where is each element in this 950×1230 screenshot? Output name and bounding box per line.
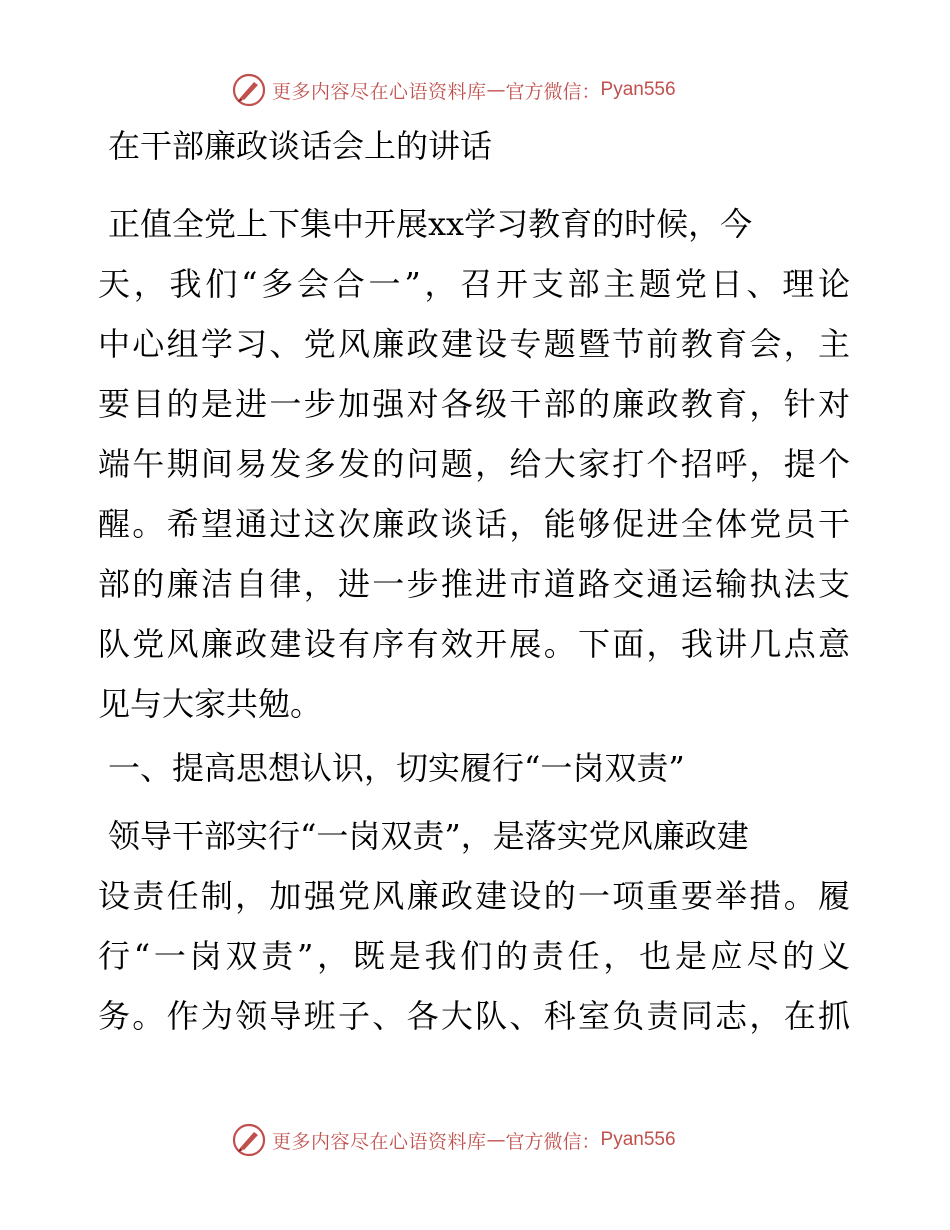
watermark-label: 官方微信： xyxy=(505,1130,601,1153)
quill-pen-logo-icon xyxy=(232,1123,266,1157)
footer-watermark xyxy=(232,1120,676,1160)
paragraph-line: 见与大家共勉。 xyxy=(98,685,323,723)
watermark-separator: — xyxy=(486,1129,506,1151)
section-heading: 一、提高思想认识，切实履行“一岗双责” xyxy=(108,749,685,787)
watermark-account: Pyan556 xyxy=(600,79,676,100)
watermark-separator: — xyxy=(486,79,506,101)
watermark-label: 官方微信： xyxy=(505,80,601,103)
paragraph-line: 要目的是进一步加强对各级干部的廉政教育，针对 xyxy=(98,385,850,423)
document-title: 在干部廉政谈话会上的讲话 xyxy=(108,127,493,165)
paragraph-line: 醒。希望通过这次廉政谈话，能够促进全体党员干 xyxy=(98,505,850,543)
paragraph-line: 天，我们“多会合一”，召开支部主题党日、理论 xyxy=(98,265,850,303)
paragraph-line: 队党风廉政建设有序有效开展。下面，我讲几点意 xyxy=(98,625,850,663)
watermark-site-text: 更多内容尽在心语资料库 xyxy=(272,80,487,103)
watermark-account: Pyan556 xyxy=(600,1129,676,1150)
paragraph-line: 务。作为领导班子、各大队、科室负责同志，在抓 xyxy=(98,997,850,1035)
paragraph-line: 设责任制，加强党风廉政建设的一项重要举措。履 xyxy=(98,877,850,915)
header-watermark xyxy=(232,70,676,110)
quill-pen-logo-icon xyxy=(232,73,266,107)
paragraph-line: 中心组学习、党风廉政建设专题暨节前教育会，主 xyxy=(98,325,850,363)
paragraph-line: 正值全党上下集中开展xx学习教育的时候，今 xyxy=(108,205,753,243)
paragraph-line: 领导干部实行“一岗双责”，是落实党风廉政建 xyxy=(108,817,749,855)
watermark-site-text: 更多内容尽在心语资料库 xyxy=(272,1130,487,1153)
paragraph-line: 部的廉洁自律，进一步推进市道路交通运输执法支 xyxy=(98,565,850,603)
paragraph-line: 行“一岗双责”，既是我们的责任，也是应尽的义 xyxy=(98,937,850,975)
paragraph-line: 端午期间易发多发的问题，给大家打个招呼，提个 xyxy=(98,445,850,483)
